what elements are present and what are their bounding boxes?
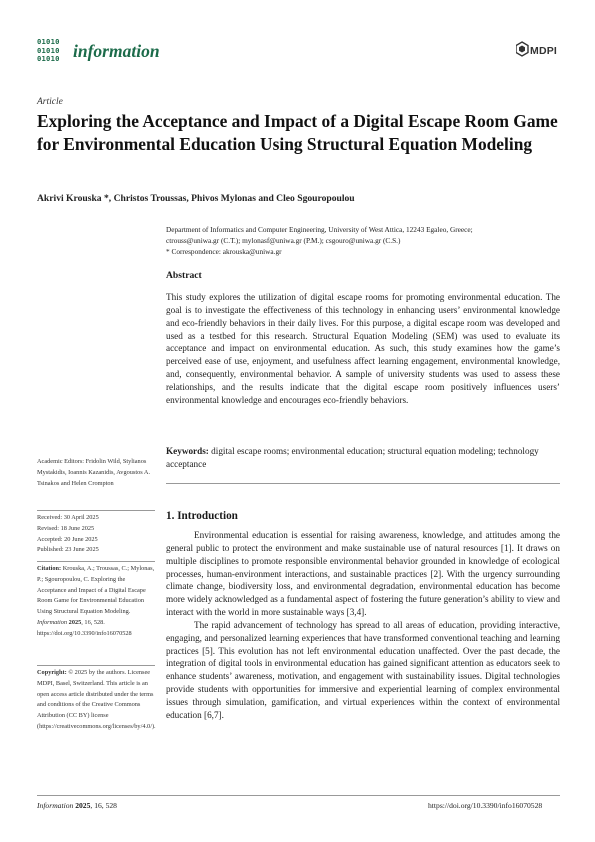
keywords-label: Keywords: (166, 446, 209, 456)
logo-bits-line: 01010 (37, 37, 60, 46)
citation-doi-link[interactable]: https://doi.org/10.3390/info16070528 (37, 629, 132, 637)
paragraph: Environmental education is essential for raising awareness, knowledge, and attitudes among the general public to protect the environment and make sustainable use of natural resources [1]. It draws on multiple disciplines to promote responsible environmental behavior grounded in knowledge of ecological processes, human-environment interactions, and sustainable practices [2]. With the urgency surrounding climate change, biodiversity loss, and environmental degradation, environmental education has become more widely acknowledged as a fundamental aspect of fostering the future generation’s ability to view and interact with the world in more sustainable ways [3,4]. (166, 530, 560, 618)
footer-doi-link[interactable]: https://doi.org/10.3390/info16070528 (428, 801, 543, 810)
footer-citation (37, 801, 117, 810)
date-accepted: Accepted: 20 June 2025 (37, 535, 98, 543)
section-body (166, 529, 560, 722)
footer-divider (37, 795, 560, 796)
editors-label: Academic Editors: (37, 458, 85, 465)
affiliation (166, 224, 561, 257)
citation-year: 2025 (68, 618, 82, 626)
copyright-block (37, 668, 155, 733)
publisher-name: MDPI (530, 45, 558, 57)
divider (37, 561, 155, 562)
abstract-text: This study explores the utilization of digital escape rooms for promoting environmental education. The goal is to investigate the effectiveness of this technology in enhancing users’ environmental knowledge and eco-friendly behaviors in their daily lives. For this purpose, a digital escape room was developed and used as a testbed for this research. Structural Equation Modeling (SEM) was used to evaluate its acceptance and impact on environmental education. As such, this study examines how the game’s perceived ease of use, enjoyment, and usefulness affect learning engagement, environmental knowledge, and, consequently, environmental behavior. A sample of university students was used to assess these relationships, and the results indicate that the digital escape room positively influences users’ environmental knowledge and encourages eco-friendly behaviors. (166, 292, 560, 405)
citation-text: Krouska, A.; Troussas, C.; Mylonas, P.; Sgouropoulou, C. Exploring the Acceptance and Impact of a Digital Escape Room Game for Environmental Education Using Structural Equation Modeling. (37, 565, 155, 616)
affiliation-emails: ctrouss@uniwa.gr (C.T.); mylonasf@uniwa.gr (P.M.); csgouro@uniwa.gr (C.S.) (166, 236, 401, 245)
journal-logo (37, 38, 60, 64)
copyright-text: © 2025 by the authors. Licensee MDPI, Basel, Switzerland. This article is an open access article distributed under the terms and conditions of the Creative Commons Attribution (CC BY) license (https://creativecommons.org/licenses/by/4.0/). (37, 669, 156, 730)
keywords (166, 445, 560, 471)
date-published: Published: 23 June 2025 (37, 546, 99, 554)
page-title: Exploring the Acceptance and Impact of a Digital Escape Room Game for Environmental Education Using Structural Equation Modeling (37, 111, 558, 154)
citation-block (37, 564, 155, 640)
author-list: Akrivi Krouska *, Christos Troussas, Phivos Mylonas and Cleo Sgouropoulou (37, 193, 355, 204)
footer-volume: , 16, 528 (90, 801, 117, 810)
citation-label: Citation: (37, 565, 62, 572)
copyright-label: Copyright: (37, 669, 67, 676)
footer-year: 2025 (75, 801, 91, 810)
citation-journal: Information (37, 618, 68, 626)
divider (37, 665, 155, 666)
logo-bits-line: 01010 (37, 54, 60, 64)
logo-bits-line: 01010 (37, 45, 60, 55)
footer-journal: Information (37, 801, 74, 810)
affiliation-dept: Department of Informatics and Computer Engineering, University of West Attica, 12243 Egaleo, Greece; (166, 225, 473, 234)
date-received: Received: 30 April 2025 (37, 514, 99, 521)
paragraph: The rapid advancement of technology has spread to all areas of education, providing interactive, engaging, and personalized learning experiences that have transformed conventional teaching and learning practices [5]. This evolution has not left environmental education unaffected. Over the past decade, the integration of digital tools in environmental education has gained significant attention as educators seek to enhance students’ awareness, motivation, and engagement with sustainability issues. Digital technologies provide students with opportunities for immersive and experiential learning of complex environmental issues through simulation, gamification, and virtual experiences within the context of environmental education [6,7]. (166, 619, 560, 720)
academic-editors (37, 457, 155, 489)
abstract-heading: Abstract (166, 270, 202, 281)
editors-names: Fridolin Wild, Stylianos Mystakidis, Ioannis Kazanidis, Avgoustos A. Tsinakos and Helen Crompton (37, 458, 151, 487)
journal-name: information (73, 41, 160, 61)
divider (166, 483, 560, 484)
keywords-text: digital escape rooms; environmental education; structural equation modeling; technology acceptance (166, 446, 539, 469)
correspondence: * Correspondence: akrouska@uniwa.gr (166, 247, 282, 256)
divider (37, 510, 155, 511)
date-revised: Revised: 18 June 2025 (37, 524, 95, 532)
section-heading: 1. Introduction (166, 510, 238, 522)
article-dates (37, 513, 155, 556)
citation-volume: , 16, 528. (81, 618, 105, 626)
article-type: Article (37, 97, 63, 107)
